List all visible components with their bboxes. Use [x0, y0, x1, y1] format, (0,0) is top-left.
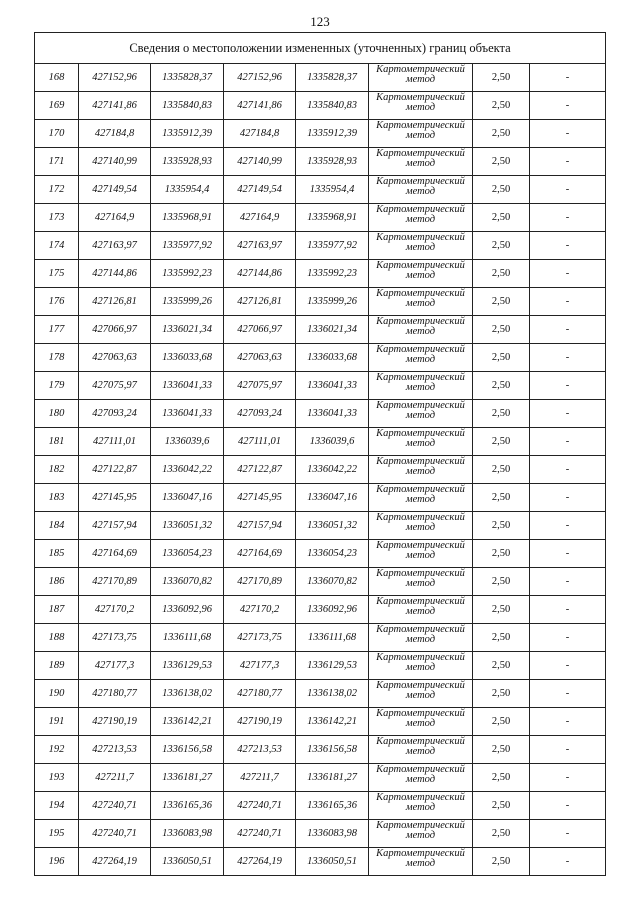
note-cell: -	[530, 512, 606, 540]
y-existing-cell: 1335828,37	[151, 64, 224, 92]
point-number-cell: 168	[35, 64, 79, 92]
note-cell: -	[530, 820, 606, 848]
table-row	[35, 120, 606, 148]
note-cell: -	[530, 792, 606, 820]
y-existing-cell: 1336033,68	[151, 344, 224, 372]
method-cell: Картометрический метод	[369, 764, 473, 792]
point-number-cell: 169	[35, 92, 79, 120]
table-title: Сведения о местоположении измененных (уточненных) границ объекта	[35, 33, 606, 64]
x-updated-cell: 427173,75	[224, 624, 296, 652]
table-row	[35, 176, 606, 204]
y-updated-cell: 1336070,82	[296, 568, 369, 596]
table-row	[35, 484, 606, 512]
accuracy-cell: 2,50	[473, 64, 530, 92]
table-row	[35, 624, 606, 652]
x-existing-cell: 427240,71	[79, 820, 151, 848]
table-row	[35, 848, 606, 876]
method-cell: Картометрический метод	[369, 680, 473, 708]
y-existing-cell: 1336047,16	[151, 484, 224, 512]
y-existing-cell: 1336070,82	[151, 568, 224, 596]
point-number-cell: 194	[35, 792, 79, 820]
x-updated-cell: 427164,9	[224, 204, 296, 232]
table-row	[35, 288, 606, 316]
method-cell: Картометрический метод	[369, 624, 473, 652]
method-cell: Картометрический метод	[369, 848, 473, 876]
table-row	[35, 820, 606, 848]
x-existing-cell: 427180,77	[79, 680, 151, 708]
y-updated-cell: 1336033,68	[296, 344, 369, 372]
x-existing-cell: 427145,95	[79, 484, 151, 512]
x-updated-cell: 427240,71	[224, 820, 296, 848]
y-existing-cell: 1336111,68	[151, 624, 224, 652]
accuracy-cell: 2,50	[473, 764, 530, 792]
x-existing-cell: 427170,89	[79, 568, 151, 596]
point-number-cell: 179	[35, 372, 79, 400]
x-updated-cell: 427140,99	[224, 148, 296, 176]
x-existing-cell: 427170,2	[79, 596, 151, 624]
method-cell: Картометрический метод	[369, 540, 473, 568]
note-cell: -	[530, 540, 606, 568]
point-number-cell: 191	[35, 708, 79, 736]
point-number-cell: 190	[35, 680, 79, 708]
accuracy-cell: 2,50	[473, 260, 530, 288]
accuracy-cell: 2,50	[473, 176, 530, 204]
x-existing-cell: 427093,24	[79, 400, 151, 428]
x-updated-cell: 427170,89	[224, 568, 296, 596]
x-existing-cell: 427141,86	[79, 92, 151, 120]
method-cell: Картометрический метод	[369, 176, 473, 204]
note-cell: -	[530, 64, 606, 92]
y-updated-cell: 1336042,22	[296, 456, 369, 484]
x-existing-cell: 427111,01	[79, 428, 151, 456]
x-updated-cell: 427126,81	[224, 288, 296, 316]
table-row	[35, 204, 606, 232]
x-existing-cell: 427075,97	[79, 372, 151, 400]
table-row	[35, 764, 606, 792]
accuracy-cell: 2,50	[473, 820, 530, 848]
note-cell: -	[530, 260, 606, 288]
y-existing-cell: 1336041,33	[151, 400, 224, 428]
x-updated-cell: 427190,19	[224, 708, 296, 736]
x-existing-cell: 427211,7	[79, 764, 151, 792]
accuracy-cell: 2,50	[473, 708, 530, 736]
y-existing-cell: 1335977,92	[151, 232, 224, 260]
y-updated-cell: 1336142,21	[296, 708, 369, 736]
note-cell: -	[530, 176, 606, 204]
y-updated-cell: 1335977,92	[296, 232, 369, 260]
accuracy-cell: 2,50	[473, 512, 530, 540]
y-updated-cell: 1336021,34	[296, 316, 369, 344]
y-updated-cell: 1335992,23	[296, 260, 369, 288]
method-cell: Картометрический метод	[369, 316, 473, 344]
table-row	[35, 260, 606, 288]
y-updated-cell: 1336050,51	[296, 848, 369, 876]
table-row	[35, 736, 606, 764]
note-cell: -	[530, 372, 606, 400]
x-updated-cell: 427177,3	[224, 652, 296, 680]
x-existing-cell: 427184,8	[79, 120, 151, 148]
x-updated-cell: 427063,63	[224, 344, 296, 372]
method-cell: Картометрический метод	[369, 400, 473, 428]
method-cell: Картометрический метод	[369, 652, 473, 680]
x-existing-cell: 427140,99	[79, 148, 151, 176]
y-updated-cell: 1336041,33	[296, 400, 369, 428]
point-number-cell: 176	[35, 288, 79, 316]
accuracy-cell: 2,50	[473, 232, 530, 260]
x-updated-cell: 427075,97	[224, 372, 296, 400]
accuracy-cell: 2,50	[473, 792, 530, 820]
accuracy-cell: 2,50	[473, 316, 530, 344]
y-updated-cell: 1336054,23	[296, 540, 369, 568]
note-cell: -	[530, 736, 606, 764]
x-updated-cell: 427240,71	[224, 792, 296, 820]
point-number-cell: 175	[35, 260, 79, 288]
accuracy-cell: 2,50	[473, 120, 530, 148]
y-existing-cell: 1336039,6	[151, 428, 224, 456]
x-existing-cell: 427177,3	[79, 652, 151, 680]
y-existing-cell: 1336181,27	[151, 764, 224, 792]
table-row	[35, 792, 606, 820]
x-existing-cell: 427144,86	[79, 260, 151, 288]
method-cell: Картометрический метод	[369, 428, 473, 456]
page-number: 123	[310, 14, 330, 29]
table-row	[35, 540, 606, 568]
y-updated-cell: 1336051,32	[296, 512, 369, 540]
y-updated-cell: 1336165,36	[296, 792, 369, 820]
method-cell: Картометрический метод	[369, 736, 473, 764]
note-cell: -	[530, 568, 606, 596]
point-number-cell: 193	[35, 764, 79, 792]
point-number-cell: 196	[35, 848, 79, 876]
y-updated-cell: 1336181,27	[296, 764, 369, 792]
y-updated-cell: 1336129,53	[296, 652, 369, 680]
x-existing-cell: 427164,9	[79, 204, 151, 232]
y-existing-cell: 1336156,58	[151, 736, 224, 764]
x-updated-cell: 427157,94	[224, 512, 296, 540]
x-updated-cell: 427145,95	[224, 484, 296, 512]
x-existing-cell: 427240,71	[79, 792, 151, 820]
table-row	[35, 512, 606, 540]
y-updated-cell: 1336138,02	[296, 680, 369, 708]
method-cell: Картометрический метод	[369, 120, 473, 148]
x-updated-cell: 427122,87	[224, 456, 296, 484]
y-existing-cell: 1336142,21	[151, 708, 224, 736]
x-updated-cell: 427163,97	[224, 232, 296, 260]
table-row	[35, 456, 606, 484]
x-updated-cell: 427213,53	[224, 736, 296, 764]
point-number-cell: 178	[35, 344, 79, 372]
x-updated-cell: 427180,77	[224, 680, 296, 708]
accuracy-cell: 2,50	[473, 400, 530, 428]
y-updated-cell: 1335828,37	[296, 64, 369, 92]
note-cell: -	[530, 120, 606, 148]
point-number-cell: 184	[35, 512, 79, 540]
accuracy-cell: 2,50	[473, 456, 530, 484]
x-updated-cell: 427066,97	[224, 316, 296, 344]
table-row	[35, 344, 606, 372]
accuracy-cell: 2,50	[473, 736, 530, 764]
y-updated-cell: 1336047,16	[296, 484, 369, 512]
point-number-cell: 170	[35, 120, 79, 148]
x-existing-cell: 427164,69	[79, 540, 151, 568]
accuracy-cell: 2,50	[473, 372, 530, 400]
y-existing-cell: 1336083,98	[151, 820, 224, 848]
table-row	[35, 596, 606, 624]
x-updated-cell: 427111,01	[224, 428, 296, 456]
method-cell: Картометрический метод	[369, 260, 473, 288]
accuracy-cell: 2,50	[473, 652, 530, 680]
point-number-cell: 180	[35, 400, 79, 428]
y-updated-cell: 1335928,93	[296, 148, 369, 176]
point-number-cell: 181	[35, 428, 79, 456]
note-cell: -	[530, 708, 606, 736]
note-cell: -	[530, 204, 606, 232]
x-existing-cell: 427063,63	[79, 344, 151, 372]
y-updated-cell: 1336111,68	[296, 624, 369, 652]
accuracy-cell: 2,50	[473, 92, 530, 120]
point-number-cell: 187	[35, 596, 79, 624]
method-cell: Картометрический метод	[369, 372, 473, 400]
y-updated-cell: 1336083,98	[296, 820, 369, 848]
method-cell: Картометрический метод	[369, 204, 473, 232]
y-updated-cell: 1335840,83	[296, 92, 369, 120]
accuracy-cell: 2,50	[473, 540, 530, 568]
point-number-cell: 171	[35, 148, 79, 176]
point-number-cell: 182	[35, 456, 79, 484]
table-row	[35, 568, 606, 596]
note-cell: -	[530, 596, 606, 624]
note-cell: -	[530, 344, 606, 372]
accuracy-cell: 2,50	[473, 344, 530, 372]
accuracy-cell: 2,50	[473, 484, 530, 512]
x-existing-cell: 427152,96	[79, 64, 151, 92]
table-row	[35, 428, 606, 456]
point-number-cell: 173	[35, 204, 79, 232]
accuracy-cell: 2,50	[473, 148, 530, 176]
table-row	[35, 316, 606, 344]
method-cell: Картометрический метод	[369, 148, 473, 176]
y-existing-cell: 1336138,02	[151, 680, 224, 708]
x-updated-cell: 427152,96	[224, 64, 296, 92]
y-existing-cell: 1336050,51	[151, 848, 224, 876]
method-cell: Картометрический метод	[369, 792, 473, 820]
note-cell: -	[530, 484, 606, 512]
note-cell: -	[530, 680, 606, 708]
point-number-cell: 185	[35, 540, 79, 568]
method-cell: Картометрический метод	[369, 288, 473, 316]
y-existing-cell: 1336042,22	[151, 456, 224, 484]
table-row	[35, 148, 606, 176]
x-existing-cell: 427264,19	[79, 848, 151, 876]
y-existing-cell: 1335954,4	[151, 176, 224, 204]
y-existing-cell: 1336021,34	[151, 316, 224, 344]
accuracy-cell: 2,50	[473, 596, 530, 624]
table-row	[35, 372, 606, 400]
y-updated-cell: 1335912,39	[296, 120, 369, 148]
y-existing-cell: 1336051,32	[151, 512, 224, 540]
point-number-cell: 189	[35, 652, 79, 680]
y-updated-cell: 1335968,91	[296, 204, 369, 232]
method-cell: Картометрический метод	[369, 708, 473, 736]
point-number-cell: 188	[35, 624, 79, 652]
table-row	[35, 64, 606, 92]
y-existing-cell: 1336165,36	[151, 792, 224, 820]
y-updated-cell: 1336156,58	[296, 736, 369, 764]
method-cell: Картометрический метод	[369, 64, 473, 92]
point-number-cell: 174	[35, 232, 79, 260]
y-existing-cell: 1335840,83	[151, 92, 224, 120]
x-existing-cell: 427213,53	[79, 736, 151, 764]
method-cell: Картометрический метод	[369, 92, 473, 120]
x-existing-cell: 427126,81	[79, 288, 151, 316]
method-cell: Картометрический метод	[369, 820, 473, 848]
x-updated-cell: 427164,69	[224, 540, 296, 568]
note-cell: -	[530, 764, 606, 792]
accuracy-cell: 2,50	[473, 568, 530, 596]
x-updated-cell: 427141,86	[224, 92, 296, 120]
x-updated-cell: 427184,8	[224, 120, 296, 148]
note-cell: -	[530, 288, 606, 316]
note-cell: -	[530, 848, 606, 876]
note-cell: -	[530, 456, 606, 484]
x-existing-cell: 427122,87	[79, 456, 151, 484]
boundary-coordinates-table	[34, 32, 606, 876]
note-cell: -	[530, 92, 606, 120]
note-cell: -	[530, 652, 606, 680]
x-updated-cell: 427211,7	[224, 764, 296, 792]
point-number-cell: 183	[35, 484, 79, 512]
point-number-cell: 192	[35, 736, 79, 764]
note-cell: -	[530, 232, 606, 260]
method-cell: Картометрический метод	[369, 596, 473, 624]
y-existing-cell: 1336041,33	[151, 372, 224, 400]
point-number-cell: 186	[35, 568, 79, 596]
y-existing-cell: 1335968,91	[151, 204, 224, 232]
y-existing-cell: 1336129,53	[151, 652, 224, 680]
y-existing-cell: 1335992,23	[151, 260, 224, 288]
note-cell: -	[530, 428, 606, 456]
table-row	[35, 92, 606, 120]
y-existing-cell: 1335928,93	[151, 148, 224, 176]
note-cell: -	[530, 400, 606, 428]
y-updated-cell: 1336039,6	[296, 428, 369, 456]
accuracy-cell: 2,50	[473, 624, 530, 652]
accuracy-cell: 2,50	[473, 204, 530, 232]
x-existing-cell: 427066,97	[79, 316, 151, 344]
x-existing-cell: 427149,54	[79, 176, 151, 204]
table-row	[35, 680, 606, 708]
accuracy-cell: 2,50	[473, 680, 530, 708]
x-existing-cell: 427173,75	[79, 624, 151, 652]
note-cell: -	[530, 316, 606, 344]
method-cell: Картометрический метод	[369, 344, 473, 372]
y-existing-cell: 1336092,96	[151, 596, 224, 624]
x-existing-cell: 427157,94	[79, 512, 151, 540]
method-cell: Картометрический метод	[369, 512, 473, 540]
x-updated-cell: 427170,2	[224, 596, 296, 624]
method-cell: Картометрический метод	[369, 484, 473, 512]
y-updated-cell: 1336041,33	[296, 372, 369, 400]
table-row	[35, 400, 606, 428]
x-updated-cell: 427144,86	[224, 260, 296, 288]
method-cell: Картометрический метод	[369, 232, 473, 260]
point-number-cell: 195	[35, 820, 79, 848]
x-existing-cell: 427190,19	[79, 708, 151, 736]
table-title-row	[35, 33, 606, 64]
y-updated-cell: 1335954,4	[296, 176, 369, 204]
table-row	[35, 652, 606, 680]
accuracy-cell: 2,50	[473, 848, 530, 876]
x-updated-cell: 427264,19	[224, 848, 296, 876]
y-existing-cell: 1335999,26	[151, 288, 224, 316]
point-number-cell: 172	[35, 176, 79, 204]
note-cell: -	[530, 624, 606, 652]
x-updated-cell: 427093,24	[224, 400, 296, 428]
x-updated-cell: 427149,54	[224, 176, 296, 204]
y-existing-cell: 1335912,39	[151, 120, 224, 148]
note-cell: -	[530, 148, 606, 176]
y-existing-cell: 1336054,23	[151, 540, 224, 568]
method-cell: Картометрический метод	[369, 568, 473, 596]
accuracy-cell: 2,50	[473, 428, 530, 456]
point-number-cell: 177	[35, 316, 79, 344]
y-updated-cell: 1336092,96	[296, 596, 369, 624]
table-row	[35, 232, 606, 260]
accuracy-cell: 2,50	[473, 288, 530, 316]
x-existing-cell: 427163,97	[79, 232, 151, 260]
method-cell: Картометрический метод	[369, 456, 473, 484]
y-updated-cell: 1335999,26	[296, 288, 369, 316]
table-row	[35, 708, 606, 736]
